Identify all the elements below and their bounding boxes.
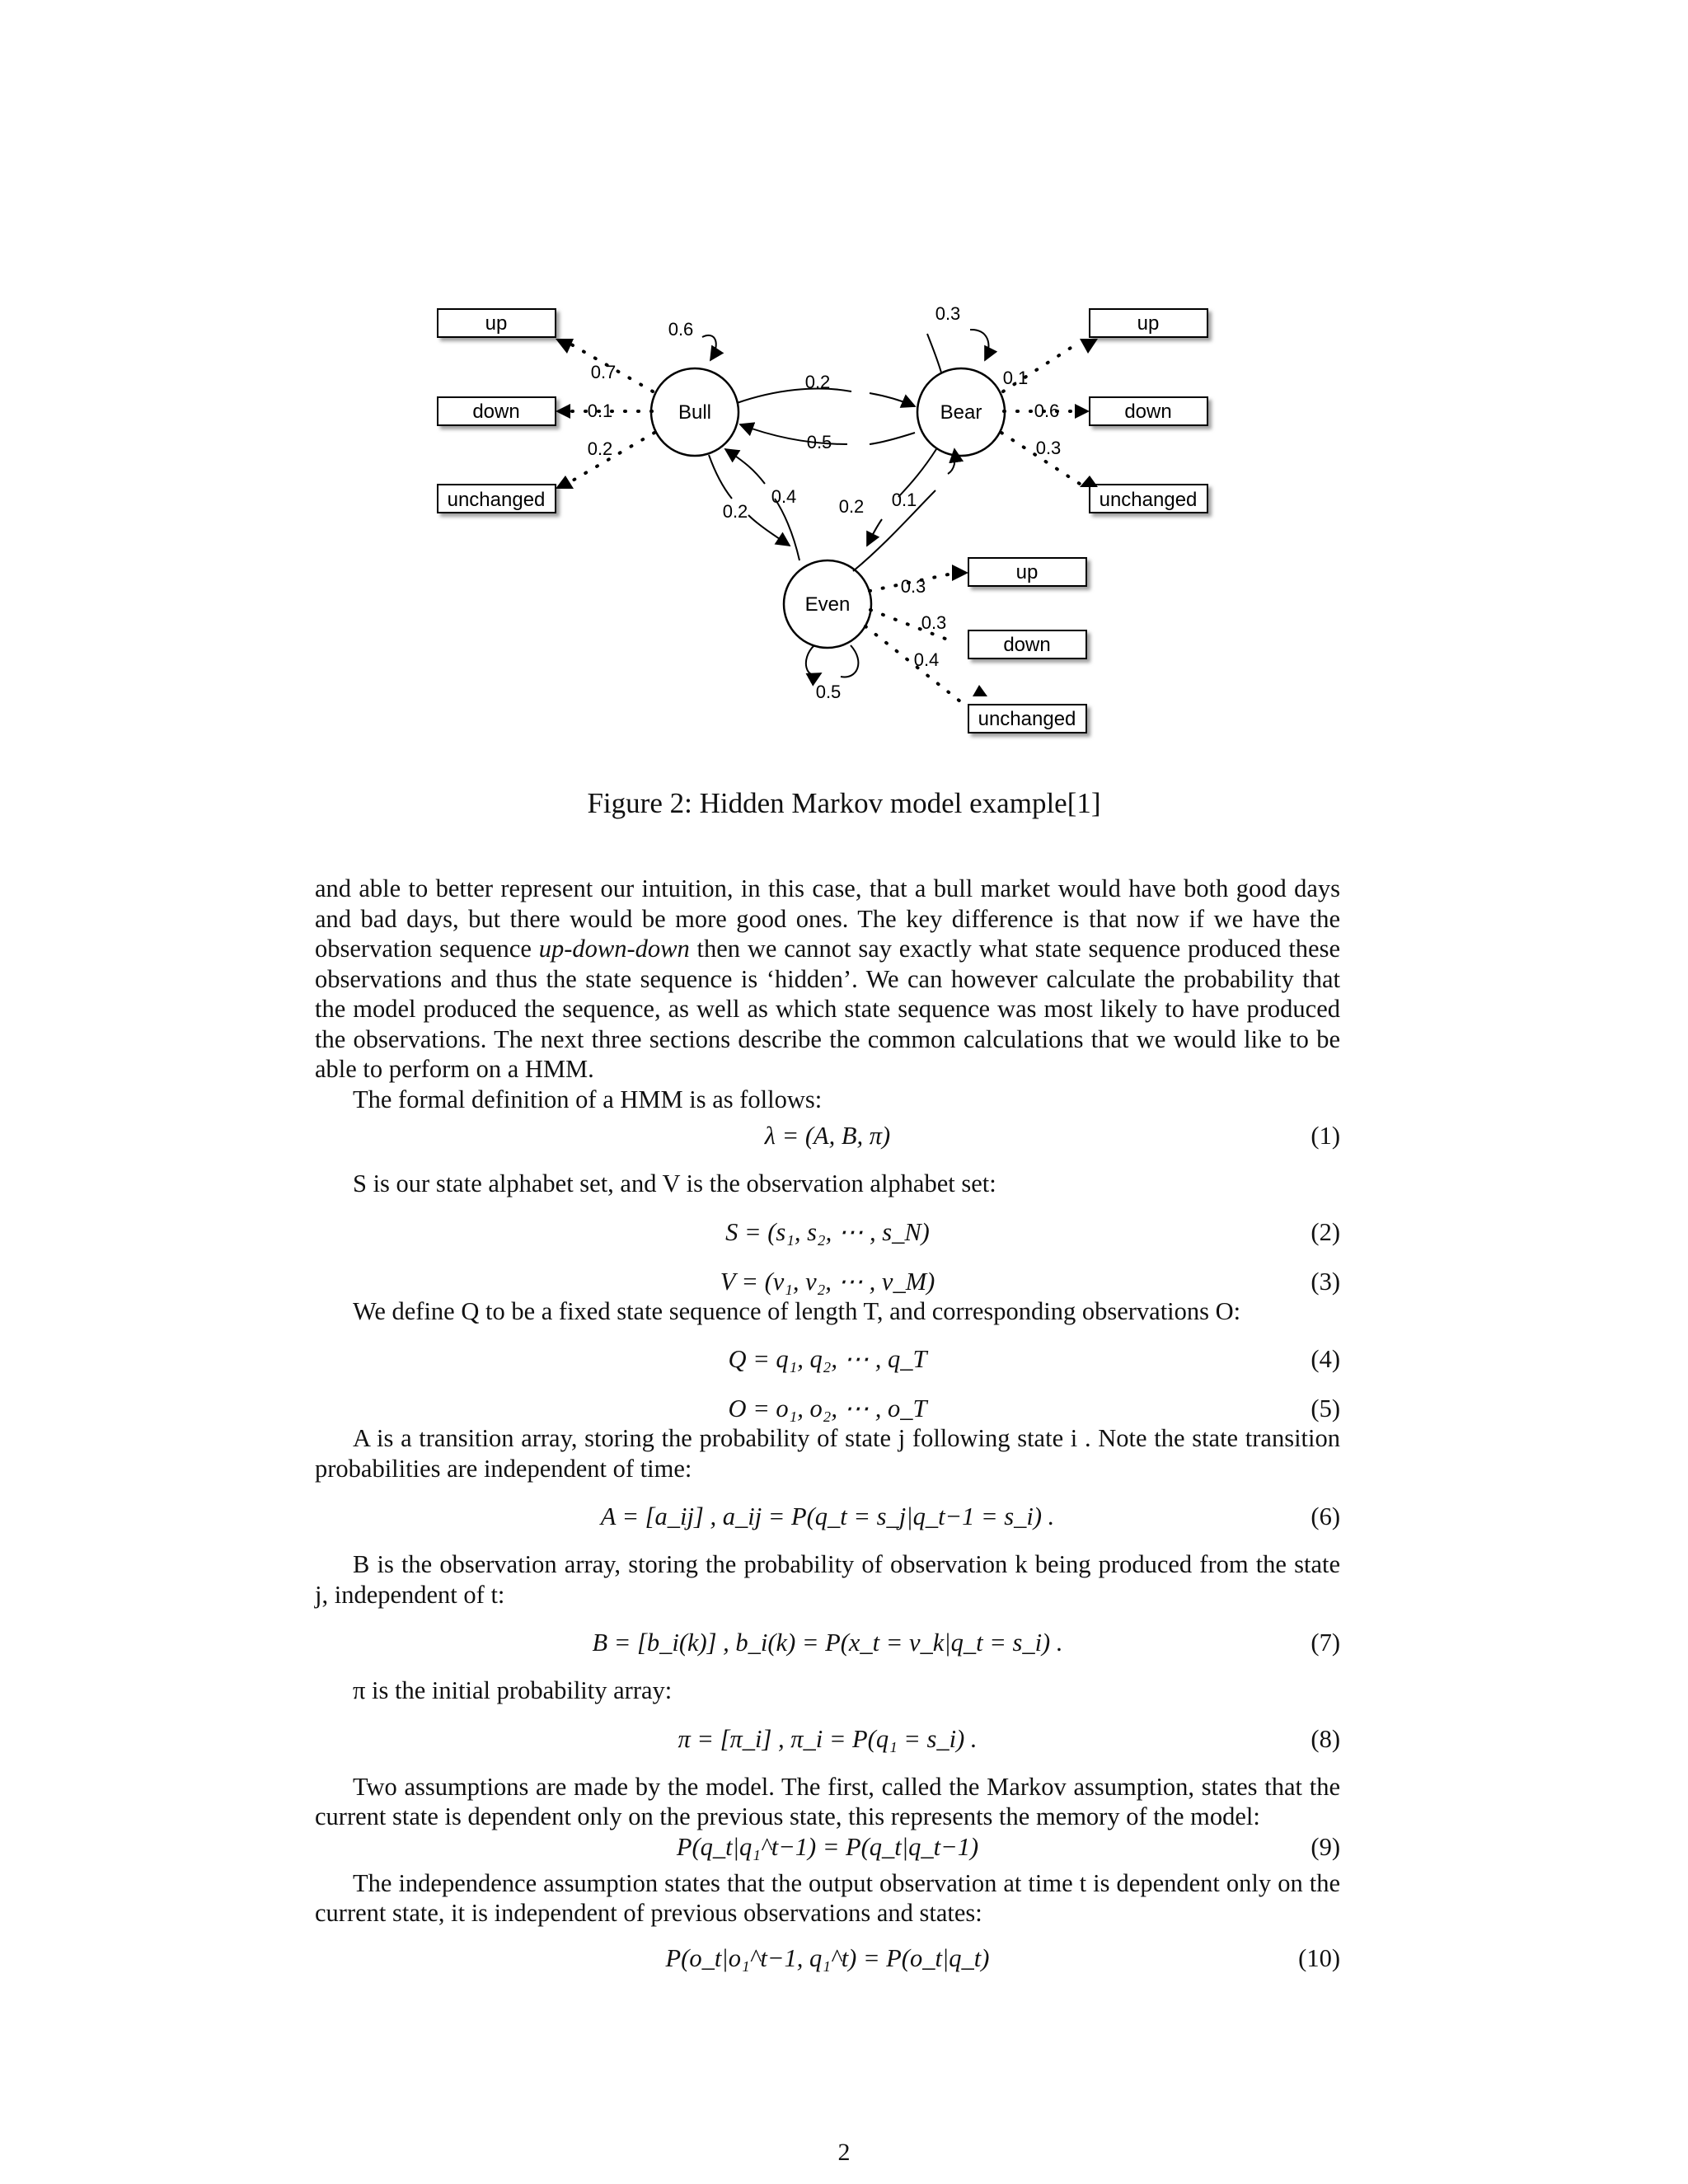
equation-5-body: O = o₁, o₂, ⋯ , o_T <box>728 1394 927 1422</box>
arrowhead-right-unchanged <box>1080 476 1098 487</box>
obs-even-up-label: up <box>1015 561 1039 583</box>
paragraph-definition: The formal definition of a HMM is as follows: <box>353 1085 823 1113</box>
paragraph-assumptions: Two assumptions are made by the model. The first, called the Markov assumption, states that the current state is dependent only on the previous state, this represents the memory of the model: <box>315 1772 1340 1830</box>
prob-even-self: 0.5 <box>815 682 842 702</box>
prob-even-unchanged: 0.4 <box>913 649 940 670</box>
equation-8-number: (8) <box>1311 1724 1340 1753</box>
prob-even-bull: 0.4 <box>771 486 797 507</box>
obs-right-unchanged-label: unchanged <box>1099 489 1198 511</box>
equation-10 <box>315 1943 1340 1973</box>
equation-7-number: (7) <box>1311 1629 1340 1657</box>
equation-9 <box>315 1832 1340 1862</box>
prob-even-bear: 0.1 <box>891 490 917 510</box>
state-bear <box>917 368 1005 456</box>
equation-6 <box>315 1502 1340 1531</box>
equation-1-body: λ = (A, B, π) <box>764 1122 891 1150</box>
prob-bear-bull: 0.5 <box>806 432 832 452</box>
prob-bear-down: 0.6 <box>1034 401 1060 421</box>
equation-4-body: Q = q₁, q₂, ⋯ , q_T <box>728 1345 927 1373</box>
equation-9-number: (9) <box>1311 1832 1340 1861</box>
obs-even-down <box>968 630 1086 658</box>
obs-left-up <box>438 309 556 337</box>
equation-2 <box>315 1217 1340 1247</box>
page-number: 2 <box>837 2139 851 2166</box>
equation-3 <box>315 1267 1340 1296</box>
obs-even-unchanged-label: unchanged <box>978 708 1076 730</box>
equation-2-body: S = (s₁, s₂, ⋯ , s_N) <box>725 1217 930 1246</box>
obs-right-up <box>1090 309 1207 337</box>
equation-4-number: (4) <box>1311 1345 1340 1373</box>
even-self-loop <box>806 645 859 677</box>
obs-even-down-label: down <box>1003 634 1051 656</box>
edge-even-bear <box>853 449 955 571</box>
equation-10-number: (10) <box>1298 1943 1340 1972</box>
paragraph-intro-emphasis: up-down-down <box>538 935 690 963</box>
paragraph-intro-part2: then we cannot say exactly what state sequence produced these observations and thus the state sequence is ‘hidden’. We can however calculate the probability that the model produced the sequence, as well as which state sequence was most likely to have produced the observations. The next three sections describe the common calculations that we would like to be able to perform on a HMM. <box>315 935 1341 1083</box>
bear-loop-left <box>927 334 941 373</box>
prob-even-up: 0.3 <box>900 576 926 597</box>
equation-8 <box>315 1724 1340 1754</box>
equation-4 <box>315 1344 1340 1374</box>
figure-caption: Figure 2: Hidden Markov model example[1] <box>587 787 1101 819</box>
prob-bull-even: 0.2 <box>722 501 748 522</box>
equation-6-number: (6) <box>1311 1502 1340 1530</box>
prob-bear-self: 0.3 <box>935 303 961 324</box>
state-even <box>784 560 871 648</box>
paragraph-initial: π is the initial probability array: <box>353 1676 673 1704</box>
state-even-label: Even <box>804 593 851 616</box>
arrowhead-even-unchanged <box>973 685 987 696</box>
body-text <box>315 874 1340 1973</box>
paragraph-intro-part1: and able to better represent our intuition, in this case, that a bull market would have both good days and bad days, but there would be more good ones. The key difference is that now if we have the observation sequence <box>315 874 1340 963</box>
state-bear-label: Bear <box>940 401 982 424</box>
equation-9-body: P(q_t|q₁^t−1) = P(q_t|q_t−1) <box>676 1832 979 1861</box>
equation-2-number: (2) <box>1311 1217 1340 1246</box>
bull-self-loop <box>702 335 716 360</box>
bear-self-loop <box>970 330 988 360</box>
equation-6-body: A = [a_ij] , a_ij = P(q_t = s_j|q_t−1 = s_i) . <box>600 1502 1055 1530</box>
equation-8-body: π = [π_i] , π_i = P(q₁ = s_i) . <box>678 1724 978 1753</box>
equation-7-body: B = [b_i(k)] , b_i(k) = P(x_t = v_k|q_t = s_i) . <box>592 1629 1063 1657</box>
prob-bull-unchanged: 0.2 <box>587 438 613 459</box>
obs-left-down <box>438 397 556 425</box>
prob-bull-up: 0.7 <box>590 362 617 382</box>
prob-bear-up: 0.1 <box>1002 368 1029 388</box>
equation-10-body: P(o_t|o₁^t−1, q₁^t) = P(o_t|q_t) <box>665 1943 990 1972</box>
prob-bull-bear: 0.2 <box>804 372 831 392</box>
obs-right-down <box>1090 397 1207 425</box>
obs-left-down-label: down <box>472 401 520 423</box>
equation-3-number: (3) <box>1311 1267 1340 1296</box>
equation-3-body: V = (v₁, v₂, ⋯ , v_M) <box>720 1267 935 1296</box>
obs-right-unchanged <box>1090 485 1207 513</box>
prob-bull-down: 0.1 <box>587 401 613 421</box>
state-bull-label: Bull <box>678 401 712 424</box>
paragraph-independence: The independence assumption states that the output observation at time t is dependent only on the current state, it is independent of previous observations and states: <box>315 1868 1340 1927</box>
arrowhead-right-down <box>1075 404 1090 419</box>
arrowhead-left-unchanged <box>556 476 574 489</box>
arrowhead-even-up <box>952 565 968 581</box>
obs-even-unchanged <box>968 705 1086 733</box>
obs-left-unchanged-label: unchanged <box>447 489 546 511</box>
equation-7 <box>315 1628 1340 1657</box>
equation-1 <box>315 1121 1340 1151</box>
hmm-diagram <box>420 293 1261 754</box>
paragraph-observation: B is the observation array, storing the probability of observation k being produced from the state j, independent of t: <box>315 1550 1340 1609</box>
paragraph-alphabets: S is our state alphabet set, and V is the observation alphabet set: <box>353 1169 996 1197</box>
obs-right-down-label: down <box>1124 401 1172 423</box>
prob-bull-self: 0.6 <box>668 319 694 340</box>
paragraph-sequence: We define Q to be a fixed state sequence of length T, and corresponding observations O: <box>353 1296 1241 1325</box>
obs-left-up-label: up <box>485 312 508 335</box>
equation-5 <box>315 1394 1340 1423</box>
paragraph-transition: A is a transition array, storing the probability of state j following state i . Note the state transition probabilities are independent of time: <box>315 1424 1340 1483</box>
prob-bear-unchanged: 0.3 <box>1035 438 1062 458</box>
prob-bear-even: 0.2 <box>838 496 865 517</box>
arrowhead-left-up <box>556 339 574 354</box>
paragraph-intro <box>315 874 1340 1085</box>
arrowhead-right-up <box>1080 339 1098 354</box>
equation-1-number: (1) <box>1311 1122 1340 1150</box>
arrowhead-left-down <box>556 404 570 419</box>
obs-left-unchanged <box>438 485 556 513</box>
equation-5-number: (5) <box>1311 1394 1340 1422</box>
obs-right-up-label: up <box>1137 312 1160 335</box>
prob-even-down: 0.3 <box>921 612 947 633</box>
state-bull <box>651 368 738 456</box>
obs-even-up <box>968 558 1086 586</box>
